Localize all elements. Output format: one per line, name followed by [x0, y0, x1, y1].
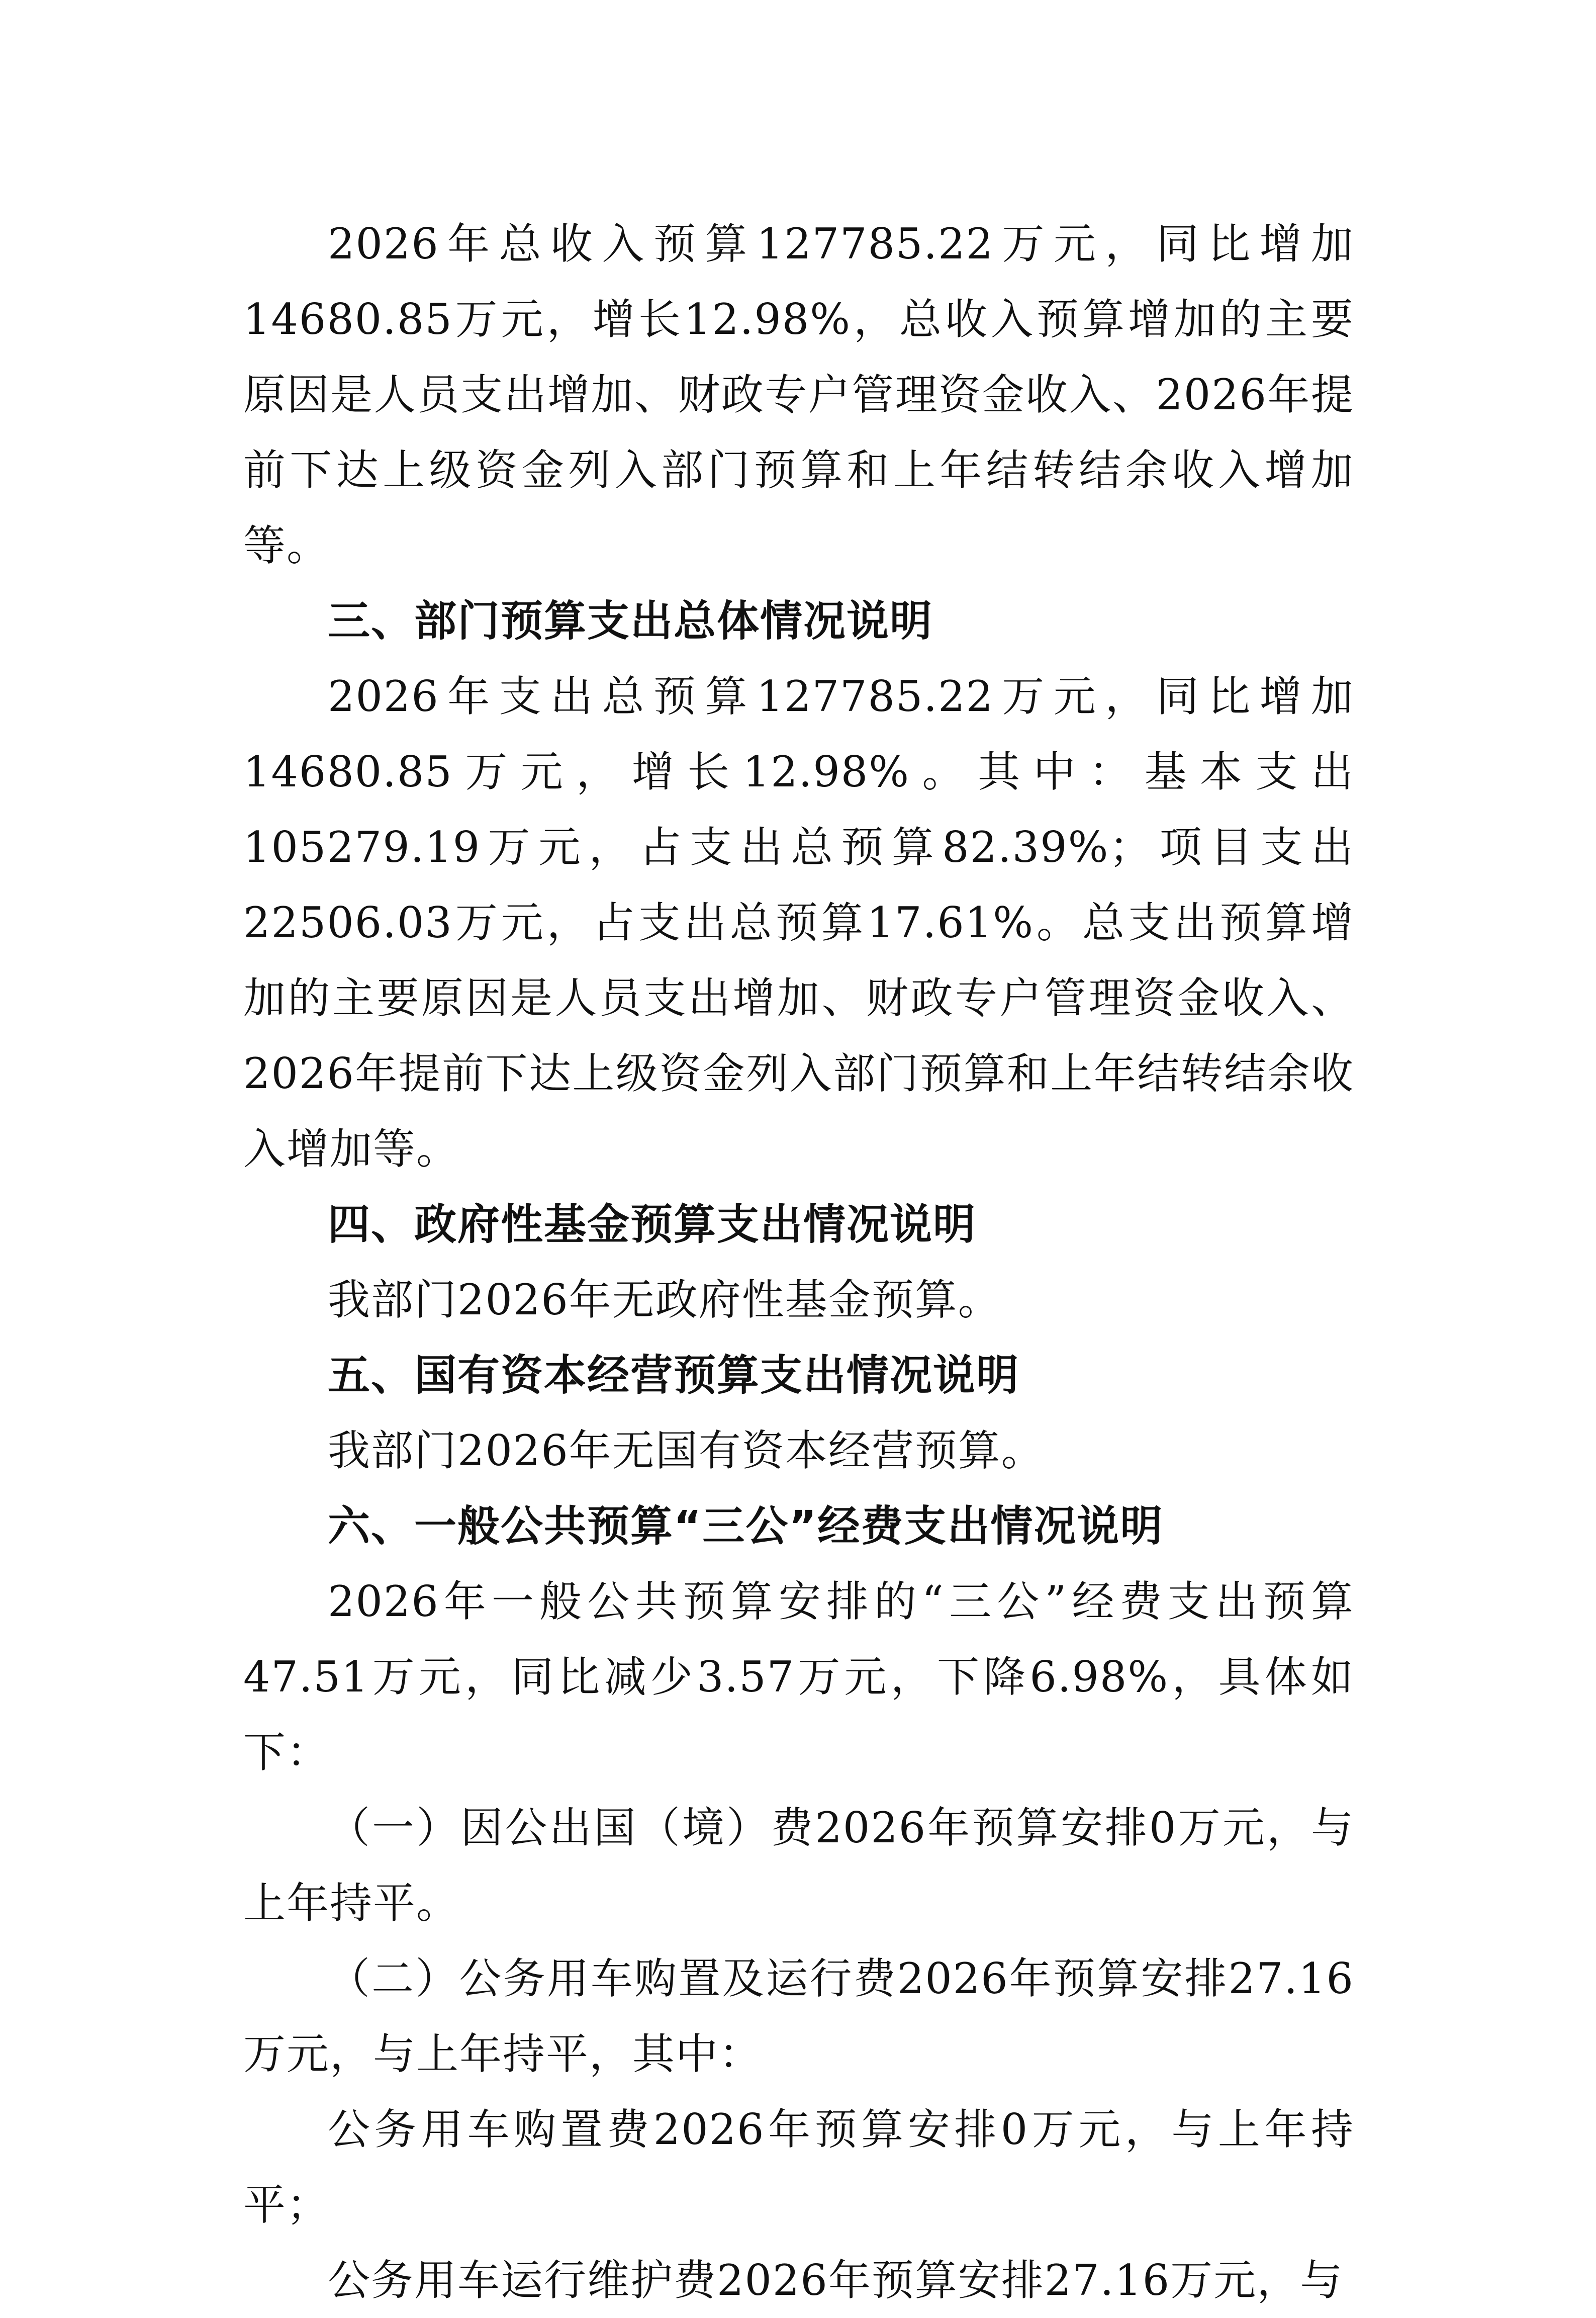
paragraph-state-capital: 我部门2026年无国有资本经营预算。: [328, 1426, 1045, 1475]
document-body: [243, 206, 1354, 2318]
heading-three-public-expenses: 六、一般公共预算“三公”经费支出情况说明: [328, 1501, 1164, 1551]
heading-state-capital: 五、国有资本经营预算支出情况说明: [328, 1351, 1020, 1400]
heading-government-fund: 四、政府性基金预算支出情况说明: [328, 1200, 977, 1249]
paragraph-overseas-travel: （一）因公出国（境）费2026年预算安排0万元，与上年持平。: [243, 1803, 1354, 1928]
paragraph-vehicle-purchase: 公务用车购置费2026年预算安排0万元，与上年持平；: [243, 2105, 1354, 2230]
paragraph-three-public-summary: 2026年一般公共预算安排的“三公”经费支出预算47.51万元，同比减少3.57万元，下降6.98%，具体如下：: [243, 1577, 1354, 1777]
paragraph-expenditure-overview: 2026年支出总预算127785.22万元，同比增加14680.85万元，增长12.98%。其中：基本支出105279.19万元，占支出总预算82.39%；项目支出22506.03万元，占支出总预算17.61%。总支出预算增加的主要原因是人员支出增加、财政专户管理资金收入、2026年提前下达上级资金列入部门预算和上年结转结余收入增加等。: [243, 672, 1354, 1174]
paragraph-official-vehicles: （二）公务用车购置及运行费2026年预算安排27.16万元，与上年持平，其中：: [243, 1954, 1354, 2079]
paragraph-government-fund: 我部门2026年无政府性基金预算。: [328, 1275, 1001, 1324]
paragraph-vehicle-maintenance: 公务用车运行维护费2026年预算安排27.16万元，与: [328, 2256, 1344, 2305]
heading-expenditure-overview: 三、部门预算支出总体情况说明: [328, 596, 933, 646]
paragraph-total-income: 2026年总收入预算127785.22万元，同比增加14680.85万元，增长12.98%，总收入预算增加的主要原因是人员支出增加、财政专户管理资金收入、2026年提前下达上级资金列入部门预算和上年结转结余收入增加等。: [243, 219, 1354, 570]
